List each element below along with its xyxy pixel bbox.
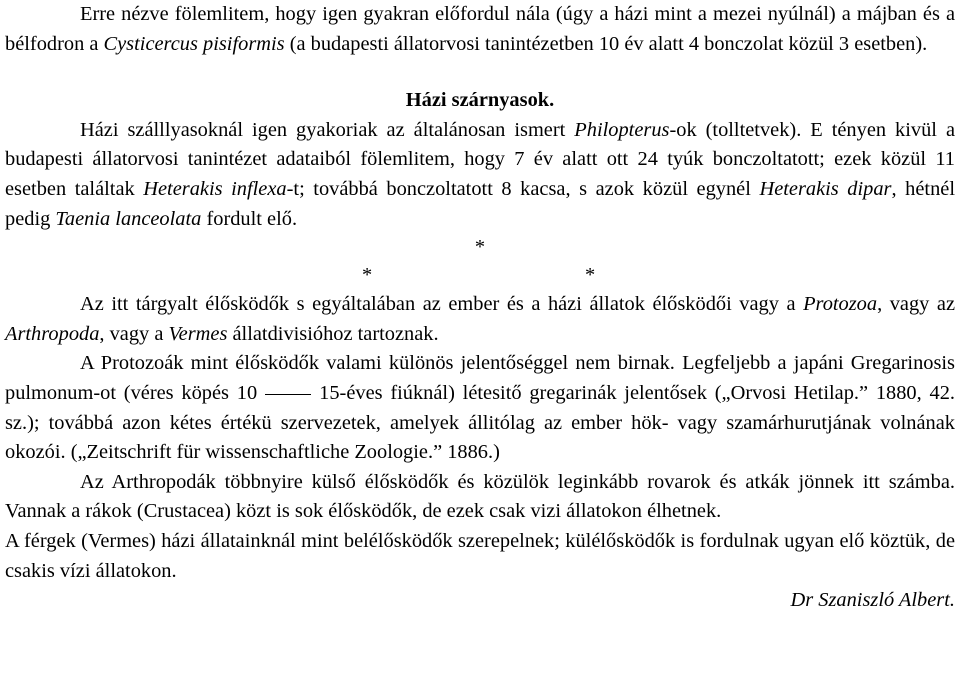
document-page (5, 0, 955, 616)
section-divider-star-pair (5, 261, 955, 290)
paragraph-classification (5, 290, 955, 349)
text-segment: (a budapesti állatorvosi tanintézetben 10 év alatt 4 bonczolat közül 3 esetben). (284, 32, 928, 55)
section-divider-top-star: * (474, 236, 486, 259)
author-signature: Dr Szaniszló Albert. (790, 589, 955, 612)
text-segment: -t; továbbá bonczoltatott 8 kacsa, s azok közül egynél (286, 177, 760, 200)
text-segment: fordult elő. (201, 207, 298, 230)
species-name: Cysticercus pisiformis (103, 32, 285, 55)
text-segment: Házi szálllyasoknál igen gyakoriak az általánosan ismert (80, 118, 575, 141)
text-segment: , vagy az (877, 293, 955, 316)
taxon-name: Vermes (168, 322, 228, 345)
text-segment: Erre nézve fölemlitem, hogy igen gyakran előfordul nála (úgy a házi mint a mezei nyúlnál) a májban és a bélfodron a (5, 3, 955, 55)
em-dash-rule (265, 394, 311, 395)
text-segment: -ok (tolltetvek). E tényen kivül a budapesti állatorvosi tanintézet adataiból fölemlitem, hogy 7 év alatt ott 24 tyúk bonczoltatott; ezek közül 11 esetben találtak (5, 118, 955, 200)
divider-star-right: * (585, 264, 596, 287)
divider-star-left: * (362, 264, 373, 287)
text-segment: állatdivisióhoz tartoznak. (227, 322, 439, 345)
species-name: Taenia lanceolata (55, 207, 202, 230)
text-segment: 15-éves fiúknál) létesitő gregarinák jelentősek („Orvosi Hetilap.” 1880, 42. sz.); továbbá azon kétes értékü szervezetek, amelyek állitólag az ember hök- vagy szamárhurutjának volnának okozói. („Zeitschrift für wissenschaftliche Zoologie.” 1886.) (5, 381, 955, 464)
species-name: Philopterus (574, 118, 670, 141)
paragraph-arthropoda: Az Arthropodák többnyire külső élősködők és közülök leginkább rovarok és atkák jönnek itt számba. Vannak a rákok (Crustacea) közt is sok élősködők, de ezek csak vizi állatokon élhetnek. (5, 470, 955, 523)
species-name: Heterakis inflexa (143, 177, 287, 200)
text-segment: Az itt tárgyalt élősködők s egyáltalában az ember és a házi állatok élősködői vagy a (80, 293, 804, 316)
section-heading: Házi szárnyasok. (405, 89, 555, 112)
taxon-name: Arthropoda (5, 322, 100, 345)
taxon-name: Protozoa (803, 293, 878, 316)
species-name: Heterakis dipar (759, 177, 892, 200)
paragraph-protozoa (5, 349, 955, 467)
paragraph-poultry (5, 116, 955, 234)
text-segment: , hétnél pedig (5, 177, 955, 230)
spacer (5, 59, 955, 83)
paragraph-cysticercus (5, 0, 955, 59)
paragraph-vermes: A férgek (Vermes) házi állatainknál mint belélősködők szerepelnek; külélősködők is fordulnak ugyan elő köztük, de csakis vízi állatokon. (5, 529, 955, 582)
text-segment: A Protozoák mint élősködők valami különös jelentőséggel nem birnak. Legfeljebb a japáni Gregarinosis pulmonum-ot (véres köpés 10 (5, 352, 955, 404)
text-segment: , vagy a (99, 322, 169, 345)
